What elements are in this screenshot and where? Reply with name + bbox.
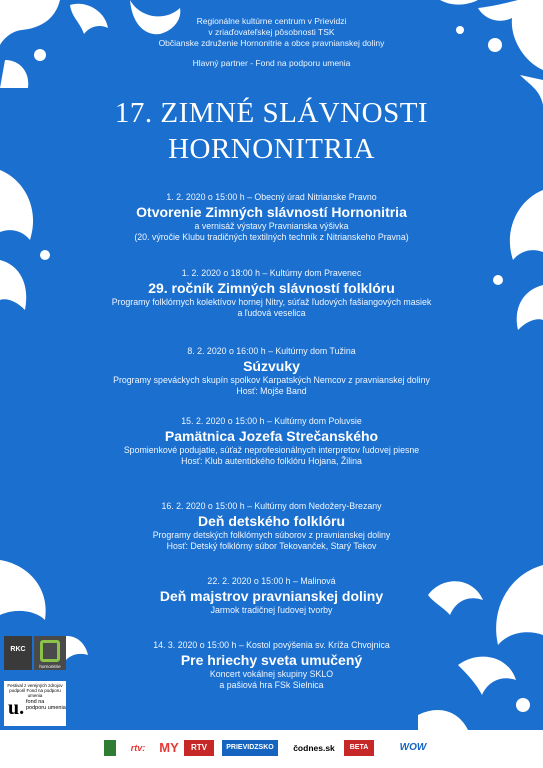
event-item: [0, 346, 543, 397]
organizer-line-1: Regionálne kultúrne centrum v Prievidzi: [196, 16, 347, 26]
event-name: Súzvuky: [243, 358, 300, 374]
event-name: Pamätnica Jozefa Strečanského: [164, 428, 379, 444]
title-line-1: 17. ZIMNÉ SLÁVNOSTI: [114, 97, 429, 129]
wow-logo: WOW: [399, 742, 427, 753]
fpu-name: fond na podporu umenia: [26, 699, 66, 711]
event-date-place: 8. 2. 2020 o 16:00 h – Kultúrny dom Tužina: [187, 346, 356, 356]
hornonitrie-logo: [34, 636, 66, 670]
event-item: [0, 576, 543, 616]
event-description: Spomienkové podujatie, súťaž neprofesionálnych interpretov ľudovej piesne: [123, 445, 420, 455]
fpu-support-note: Festival z verejných zdrojov podporil Fond na podporu umenia: [7, 683, 63, 698]
event-item: [0, 501, 543, 552]
event-name: Deň detského folklóru: [197, 513, 346, 529]
event-name: Otvorenie Zimných slávností Hornonitria: [136, 204, 407, 220]
fpu-logo: [4, 681, 66, 726]
event-item: [0, 192, 543, 243]
organizer-line-3: Občianske združenie Hornonitrie a obce pravnianskej doliny: [158, 38, 385, 48]
event-description: a vernisáž výstavy Pravnianska výšivka: [194, 221, 349, 231]
event-name: Deň majstrov pravnianskej doliny: [159, 588, 384, 604]
event-date-place: 1. 2. 2020 o 18:00 h – Kultúrny dom Pravenec: [181, 268, 362, 278]
event-description: Koncert vokálnej skupiny SKLO: [209, 669, 334, 679]
event-name: 29. ročník Zimných slávností folklóru: [148, 280, 395, 296]
event-description: Hosť: Detský folklórny súbor Tekovanček, Starý Tekov: [166, 541, 377, 551]
event-description: Hosť: Mojše Band: [236, 386, 307, 396]
event-item: [0, 416, 543, 467]
title-line-2: HORNONITRIA: [168, 133, 375, 165]
organizer-line-2: v zriaďovateľskej pôsobnosti TSK: [208, 27, 335, 37]
event-description: Jarmok tradičnej ľudovej tvorby: [210, 605, 333, 615]
partner-logos-bar: [0, 730, 543, 768]
event-description: a pašiová hra FSk Sielnica: [219, 680, 324, 690]
hornonitrie-label: hornonitrie: [39, 664, 61, 669]
rtv-prievidza-logo: RTV: [184, 740, 214, 756]
main-partner: Hlavný partner - Fond na podporu umenia: [192, 58, 351, 68]
hornonitrie-mark-icon: [40, 640, 60, 662]
event-name: Pre hriechy sveta umučený: [180, 652, 363, 668]
event-description: a ľudová veselica: [237, 308, 306, 318]
event-description: Hosť: Klub autentického folklóru Hojana, Žilina: [181, 456, 362, 466]
rkc-logo: RKC: [4, 636, 32, 670]
rtvs-logo: rtv:: [130, 743, 146, 753]
event-date-place: 1. 2. 2020 o 15:00 h – Obecný úrad Nitrianske Pravno: [166, 192, 377, 202]
organizers-header: [0, 16, 543, 69]
event-item: [0, 268, 543, 319]
event-date-place: 14. 3. 2020 o 15:00 h – Kostol povýšenia sv. Kríža Chvojnica: [153, 640, 390, 650]
event-item: [0, 640, 543, 691]
event-date-place: 22. 2. 2020 o 15:00 h – Malinová: [207, 576, 336, 586]
prievidzsko-logo: PRIEVIDZSKO: [222, 740, 278, 756]
event-date-place: 15. 2. 2020 o 15:00 h – Kultúrny dom Poluvsie: [181, 416, 362, 426]
event-date-place: 16. 2. 2020 o 15:00 h – Kultúrny dom Nedožery-Brezany: [161, 501, 382, 511]
event-description: Programy folklórnych kolektívov hornej Nitry, súťaž ľudových fašiangových masiek: [111, 297, 432, 307]
cdnes-logo: čodnes.sk: [293, 743, 335, 753]
event-description: Programy speváckych skupín spolkov Karpatských Nemcov z pravnianskej doliny: [113, 375, 430, 385]
poster-title: [0, 95, 543, 167]
crest-logo: [104, 740, 116, 756]
my-logo: MY: [159, 740, 179, 755]
beta-logo: BETA: [344, 740, 374, 756]
event-description: Programy detských folklórnych súborov z pravnianskej doliny: [152, 530, 391, 540]
event-description: (20. výročie Klubu tradičných textilných techník z Nitrianskeho Pravna): [134, 232, 409, 242]
fpu-u-mark: u.: [8, 697, 25, 719]
